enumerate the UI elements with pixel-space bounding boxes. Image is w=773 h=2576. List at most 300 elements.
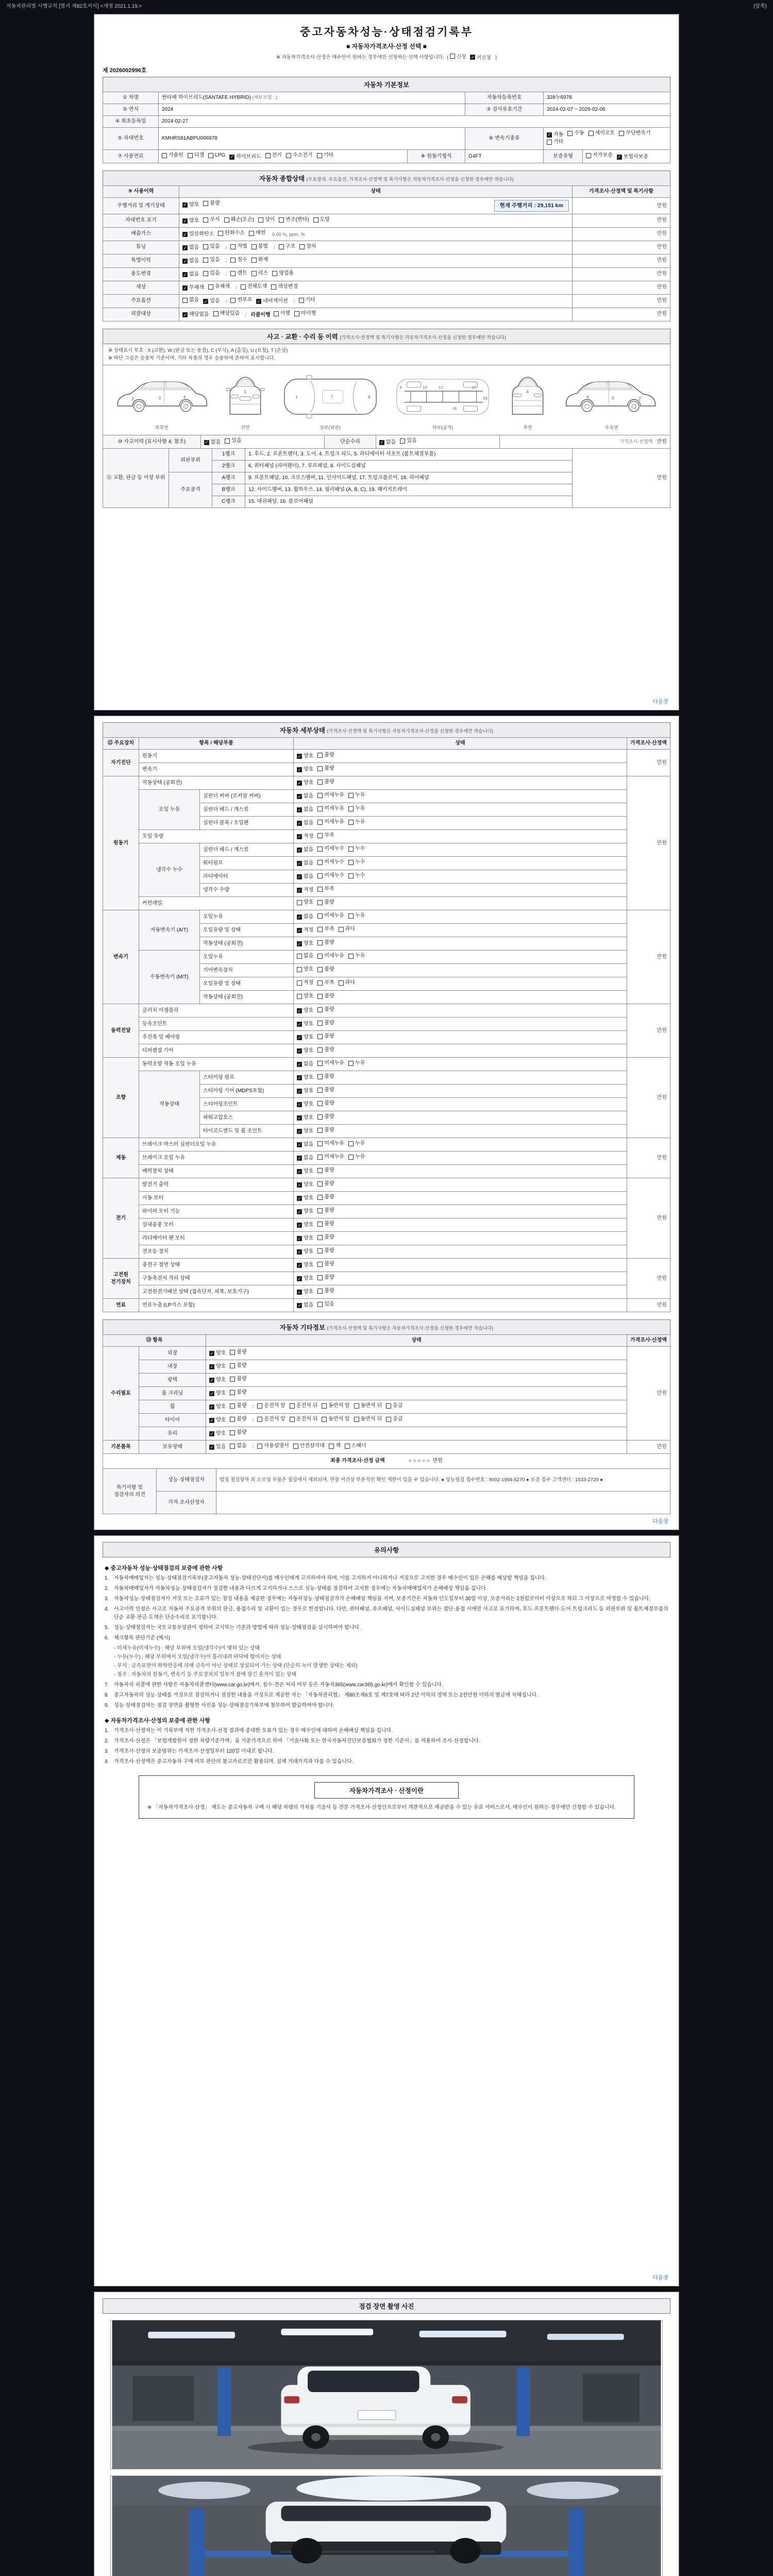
car-diagram-side-right: 2 3 6 우측면: [564, 374, 660, 431]
panel-main-form: [94, 14, 679, 710]
checkbox-box: [317, 1168, 323, 1173]
table-row: 파워고압호스 ✓ 양호 불량: [103, 1111, 670, 1125]
table-row: 용도변경 ✓ 없음 있음 / 렌트 리스 영업용 만원: [103, 267, 670, 281]
table-row: 오일유량 및 상태 ✓ 적정 부족 과다: [103, 924, 670, 937]
checkbox-option: 있음: [203, 270, 220, 277]
checkbox-option: 불량: [230, 1429, 246, 1436]
checkbox-box: ✓: [297, 1048, 301, 1054]
table-row: 리콜대상 ✓ 해당없음 해당있음 / 리콜이행 이행 미이행 만원: [103, 308, 670, 321]
checkbox-option: ✓ 없음: [183, 272, 199, 278]
checkbox-option: ✓ 보험사보증: [617, 154, 648, 160]
checkbox-option: 과다: [339, 926, 355, 933]
checkbox-box: [317, 1222, 323, 1227]
note-item: 7. 자동차의 리콜에 관한 사항은 자동차리콜센터(www.car.go.kr)에서, 침수·전손 처리 여부 등은 자동차365(www.car365.go.kr)에서 확인할 수 있습니다.: [105, 1682, 443, 1688]
checkbox-box: ✓: [205, 439, 209, 445]
checkbox-box: ✓: [183, 231, 187, 237]
svg-text:9: 9: [399, 385, 402, 391]
checkbox-box: [230, 1444, 235, 1449]
checkbox-option: ✓ 양호: [297, 1195, 314, 1201]
checkbox-box: ✓: [210, 1351, 214, 1356]
checkbox-box: [317, 1061, 323, 1066]
note-item: 5. 성능·상태점검자는 국토교통부장관이 정하여 고시하는 기준과 방법에 따라 성능·상태점검을 실시하여야 합니다.: [105, 1625, 361, 1631]
checkbox-box: [589, 131, 594, 136]
table-row: 디퍼렌셜 기어 ✓ 양호 불량: [103, 1044, 670, 1058]
current-mileage-box: 현재 주행거리 : 29,151 km: [494, 200, 569, 212]
checkbox-option: ✓ 양호: [297, 1075, 314, 1081]
checkbox-option: 불량: [317, 966, 334, 973]
accident-history-section: [103, 435, 670, 449]
svg-text:2: 2: [131, 397, 135, 402]
table-row: 변속기 ✓ 양호 불량: [103, 763, 670, 776]
table-row: 배출가스 ✓ 일산화탄소 탄화수소 매연 0.00 %, ppm, % 만원: [103, 227, 670, 241]
table-row: ⑬ 항목 상태 가격조사·산정액: [103, 1335, 670, 1347]
checkbox-option: ✓ 무채색: [183, 285, 204, 291]
checkbox-box: [317, 1074, 323, 1079]
checkbox-option: 이행: [274, 310, 290, 317]
notes-price-items: [103, 1727, 670, 1766]
detail-state-section: [103, 737, 670, 1312]
checkbox-option: ✓ 양호: [297, 1168, 314, 1175]
checkbox-option: 불량: [317, 1006, 334, 1013]
checkbox-option: ✓ 양호: [297, 1101, 314, 1108]
checkbox-box: [230, 1403, 235, 1409]
checkbox-box: ✓: [297, 1276, 301, 1281]
checkbox-option: ✓ 양호: [183, 201, 199, 208]
checkbox-box: ✓: [297, 1142, 301, 1147]
checkbox-option: ✓ 미신청: [470, 55, 491, 61]
final-price-table: [103, 1453, 670, 1469]
checkbox-option: 운전석 앞: [257, 1402, 285, 1410]
checkbox-option: ✓ 없음: [297, 807, 314, 813]
table-row: 고전원 전기장치 충전구 절연 상태 ✓ 양호 불량 만원: [103, 1259, 670, 1272]
checkbox-box: ✓: [297, 1249, 301, 1255]
section-photos-title: 점검 장면 촬영 사진: [103, 2298, 670, 2314]
table-row: 라디에이터 팬 모터 ✓ 양호 불량: [103, 1232, 670, 1245]
car-diagram-underbody-frame: 9 10 12 16 17 18 하부(골격): [394, 374, 492, 431]
checkbox-option: 있음: [225, 437, 241, 445]
table-row: 2랭크 6. 쿼터패널 (리어펜더), 7. 루프패널, 8. 사이드실패널: [103, 461, 670, 472]
checkbox-box: [547, 140, 552, 145]
checkbox-box: [317, 820, 323, 825]
checkbox-box: [188, 153, 193, 158]
checkbox-option: 적정: [297, 979, 313, 987]
checkbox-option: 디젤: [188, 152, 204, 159]
checkbox-box: [293, 1444, 298, 1449]
checkbox-option: 누유: [348, 953, 365, 960]
checkbox-box: [230, 298, 236, 303]
table-row: ⑦ 사용연료 가솔린 디젤 LPG ✓ 하이브리드 전기 수소전기 기타 ⑧ 원동기형식 G4FT 보증유형 자가보증 ✓ 보험사보증: [103, 150, 670, 163]
checkbox-option: ✓ 없음: [205, 439, 221, 445]
checkbox-box: [348, 860, 354, 865]
checkbox-box: [299, 298, 304, 303]
checkbox-option: 해당있음: [213, 310, 240, 317]
checkbox-option: 미세누유: [317, 819, 344, 826]
checkbox-option: 불량: [317, 1194, 334, 1201]
checkbox-box: [348, 846, 354, 852]
checkbox-box: [322, 1403, 327, 1409]
checkbox-option: 불량: [317, 1247, 334, 1255]
checkbox-option: ✓ 양호: [297, 1222, 314, 1228]
checkbox-box: ✓: [210, 1391, 214, 1396]
checkbox-box: [290, 1403, 295, 1409]
checkbox-option: 미세누유: [317, 792, 344, 799]
checkbox-option: 응급: [386, 1416, 402, 1423]
table-row: 추진축 및 베어링 ✓ 양호 불량: [103, 1031, 670, 1044]
table-row: ⑩ 사고이력 (표시사항 4. 참조) ✓ 없음 있음 단순수리 ✓ 없음 있음 가격조사·산정액 만원: [103, 435, 670, 449]
table-row: 가격·조사산정자: [103, 1492, 670, 1514]
checkbox-option: 동반석 뒤: [354, 1402, 382, 1410]
checkbox-box: [354, 1417, 359, 1422]
table-row: 구동축전지 격리 상태 ✓ 양호 불량: [103, 1272, 670, 1285]
table-row: 시동 모터 ✓ 양호 불량: [103, 1192, 670, 1205]
checkbox-option: 동반석 뒤: [354, 1416, 382, 1423]
section-overall-title: 자동차 종합상태 (주요장치, 주요옵션, 가격조사·산정액 및 특기사항은 자동차가격조사·산정을 신청한 경우에만 적습니다): [103, 171, 670, 186]
table-row: 실내송풍 모터 ✓ 양호 불량: [103, 1218, 670, 1232]
checkbox-box: ✓: [297, 767, 301, 772]
checkbox-option: 누수: [348, 872, 365, 879]
next-page-link[interactable]: 다음장: [652, 699, 668, 705]
checkbox-box: ✓: [297, 1169, 301, 1174]
checkbox-box: [230, 1350, 235, 1355]
table-row: C랭크 15. 대쉬패널, 16. 플로어패널: [103, 496, 670, 508]
checkbox-box: [317, 1021, 323, 1026]
checkbox-option: 침수: [230, 257, 247, 264]
checkbox-option: ✓ 양호: [210, 1391, 226, 1397]
checkbox-box: [348, 1141, 354, 1146]
car-diagram-top-body: 1 7 4 상부(외판): [281, 374, 379, 431]
checkbox-box: ✓: [297, 781, 301, 786]
car-diagram-side-left: 2 3 6 좌측면: [113, 374, 209, 431]
checkbox-box: [230, 1390, 235, 1395]
checkbox-option: ✓ 없음: [297, 793, 314, 800]
table-row: 특기사항 및 점검자의 의견 성능·상태점검자 법정 점검항목 외 소모성 부품은 점검에서 제외되며, 현장 여건상 부분적인 확인 제한이 있을 수 있습니다. ● 성능점검 접수번호 : 9002-1994-5270 ● 보증 접수 고객센터 : 1533-2729 ●: [103, 1469, 670, 1492]
table-row: 수리필요 외장 ✓ 양호 불량 만원: [103, 1347, 670, 1360]
checkbox-box: [317, 1262, 323, 1267]
table-row: 기어변속장치 양호 불량: [103, 964, 670, 977]
checkbox-box: [317, 900, 323, 905]
checkbox-option: 양호: [297, 993, 313, 1000]
checkbox-option: 누수: [348, 845, 365, 853]
checkbox-option: ✓ 양호: [297, 1035, 314, 1041]
etc-info-table: [103, 1334, 670, 1454]
checkbox-option: ✓ 양호: [297, 1021, 314, 1027]
checkbox-box: [348, 793, 354, 798]
checkbox-option: 수동: [567, 130, 584, 137]
checkbox-box: [230, 1430, 235, 1435]
svg-text:3: 3: [158, 396, 161, 401]
table-row: 스티어링 기어 (MDPS포함) ✓ 양호 불량: [103, 1084, 670, 1098]
checkbox-option: 운전석 뒤: [290, 1402, 317, 1410]
checkbox-box: [317, 1208, 323, 1213]
checkbox-option: 훼손(오손): [224, 216, 254, 224]
checkbox-option: 미이행: [294, 310, 316, 317]
checkbox-box: [230, 1363, 235, 1368]
checkbox-option: 부족: [317, 832, 334, 839]
checkbox-option: 불량: [317, 1020, 334, 1027]
table-row: 주요골격 A랭크 9. 프론트패널, 10. 크로스멤버, 11. 인사이드패널, 17. 트렁크플로어, 18. 리어패널: [103, 472, 670, 484]
final-price-value: ○ ○ ○ ○ ○: [408, 1458, 430, 1464]
checkbox-box: [317, 913, 323, 919]
svg-text:2: 2: [638, 397, 641, 402]
checkbox-box: ✓: [297, 1022, 301, 1027]
checkbox-box: [203, 217, 208, 223]
note-subitem: - 침수 : 자동차의 원동기, 변속기 등 주요장치의 일부가 물에 잠긴 흔적이 있는 상태: [114, 1672, 297, 1677]
checkbox-option: 누수: [348, 859, 365, 866]
checkbox-option: 불량: [317, 1221, 334, 1228]
checkbox-box: ✓: [297, 861, 301, 866]
checkbox-option: 부족: [317, 979, 334, 987]
checkbox-option: 가솔린: [162, 152, 183, 159]
checkbox-option: 무단변속기: [619, 130, 650, 137]
checkbox-box: [230, 1417, 235, 1422]
checkbox-box: [317, 1128, 323, 1133]
checkbox-option: 전기: [265, 152, 282, 159]
checkbox-option: ✓ 적정: [297, 927, 314, 934]
checkbox-box: [348, 913, 354, 919]
checkbox-box: ✓: [210, 1364, 214, 1369]
note-item: 4. 가격조사·산정액은 중고자동차 구매 여부 판단의 참고자료로만 활용되며, 실제 거래가격과 다를 수 있습니다.: [105, 1759, 354, 1765]
table-row: 최종 가격조사·산정 금액 ○ ○ ○ ○ ○ 만원: [103, 1454, 670, 1469]
notes-perf-header: ◆ 중고자동차 성능·상태점검의 보증에 관한 사항: [105, 1565, 223, 1571]
checkbox-box: ✓: [547, 132, 551, 138]
table-row: 등속조인트 ✓ 양호 불량: [103, 1018, 670, 1031]
checkbox-option: 미세누수: [317, 859, 344, 866]
checkbox-option: 불량: [317, 1033, 334, 1040]
detail-state-table: [103, 737, 670, 1312]
checkbox-box: ✓: [257, 298, 261, 304]
checkbox-option: ✓ 양호: [210, 1350, 226, 1357]
table-row: ⑪ 교환, 판금 등 이상 부위 외판부위 1랭크 1. 후드, 2. 프론트펜더, 3. 도어, 4. 트렁크 리드, 5. 라디에이터 서포트 (볼트체결부품) 만원: [103, 449, 670, 461]
checkbox-option: 영업용: [272, 270, 294, 277]
next-page-link[interactable]: 다음장: [652, 1518, 668, 1524]
checkbox-box: [317, 967, 323, 972]
table-row: 작동상태 (공회전) 양호 불량: [103, 991, 670, 1004]
checkbox-option: ✓ 양호: [210, 1377, 226, 1383]
overall-condition-table: [103, 185, 670, 321]
checkbox-box: ✓: [297, 807, 301, 812]
checkbox-option: 불량: [317, 993, 334, 1000]
checkbox-option: ✓ 없음: [183, 258, 199, 264]
checkbox-option: 부식: [203, 216, 220, 224]
table-row: 오일 누유 실린더 커버 (로커암 커버) ✓ 없음 미세누유 누유: [103, 790, 670, 803]
checkbox-option: 색상변경: [271, 283, 298, 291]
checkbox-box: [208, 284, 213, 290]
table-row: 유리 ✓ 양호 불량: [103, 1427, 670, 1440]
checkbox-box: [317, 153, 322, 158]
next-page-link[interactable]: 다음장: [652, 2275, 668, 2281]
checkbox-box: ✓: [297, 834, 301, 839]
checkbox-option: 구조: [279, 243, 295, 250]
final-price-section: [103, 1453, 670, 1469]
checkbox-box: [274, 311, 279, 316]
checkbox-box: ✓: [183, 285, 187, 291]
table-row: 브레이크 오일 누유 ✓ 없음 미세누유 누유: [103, 1151, 670, 1165]
checkbox-box: ✓: [617, 154, 621, 160]
table-row: 와이퍼 모터 기능 ✓ 양호 불량: [103, 1205, 670, 1218]
checkbox-box: ✓: [297, 914, 301, 920]
checkbox-box: [230, 1377, 235, 1382]
checkbox-box: [329, 1444, 334, 1449]
checkbox-box: [317, 793, 323, 798]
checkbox-option: ✓ 하이브리드: [230, 154, 261, 160]
checkbox-option: 없음: [230, 1443, 246, 1450]
section-accident-title: 사고 · 교환 · 수리 등 이력 (가격조사·산정액 및 특기사항은 자동차가격조사·산정을 신청한 경우에만 적습니다): [103, 329, 670, 344]
checkbox-option: 불량: [317, 1087, 334, 1094]
svg-text:10: 10: [423, 385, 428, 391]
checkbox-option: 불량: [317, 778, 334, 786]
table-row: 광택 ✓ 양호 불량: [103, 1374, 670, 1387]
checkbox-option: 불량: [317, 1261, 334, 1268]
checkbox-option: ✓ 양호: [210, 1364, 226, 1370]
checkbox-option: 장치: [299, 243, 316, 250]
checkbox-box: [317, 1114, 323, 1120]
checkbox-box: [339, 980, 344, 986]
checkbox-option: 운전석 뒤: [290, 1416, 317, 1423]
checkbox-box: [257, 1417, 262, 1422]
checkbox-box: [348, 954, 354, 959]
table-row: 변속기 자동변속기 (A/T) 오일누유 ✓ 없음 미세누유 누유 만원: [103, 910, 670, 924]
table-row: 제동 브레이크 마스터 실린더오일 누유 ✓ 없음 미세누유 누유 만원: [103, 1138, 670, 1151]
page-side-indicator: (앞쪽): [753, 4, 767, 9]
checkbox-option: 화재: [251, 257, 268, 264]
checkbox-box: ✓: [210, 1418, 214, 1423]
checkbox-box: ✓: [210, 1404, 214, 1410]
checkbox-box: [313, 217, 318, 223]
checkbox-box: [279, 244, 284, 249]
doc-title: 중고자동차성능·상태점검기록부: [300, 26, 473, 38]
checkbox-box: [213, 311, 219, 316]
checkbox-option: 안전삼각대: [293, 1443, 325, 1450]
checkbox-box: [317, 873, 323, 878]
checkbox-box: ✓: [297, 941, 301, 946]
checkbox-option: ✓ 적정: [297, 887, 314, 893]
table-row: ⑤ 차대번호 KMHRS81ABPU006978 ⑥ 변속기종류 ✓ 자동 수동 세미오토 무단변속기 기타: [103, 128, 670, 150]
table-row: 전기 발전기 출력 ✓ 양호 불량 만원: [103, 1178, 670, 1192]
panel-detail-state: [94, 716, 679, 1530]
checkbox-option: 미세누유: [317, 953, 344, 960]
section-detail-title: 자동차 세부상태 (가격조사·산정액 및 특기사항은 자동차가격조사·산정을 신청한 경우에만 적습니다): [103, 722, 670, 738]
car-diagrams: [103, 365, 670, 435]
checkbox-option: ✓ 없음: [297, 1155, 314, 1161]
checkbox-option: 동반석 앞: [322, 1402, 349, 1410]
topbar: [0, 0, 773, 11]
svg-text:6: 6: [183, 395, 187, 400]
checkbox-box: [317, 1155, 323, 1160]
checkbox-box: ✓: [297, 1209, 301, 1214]
checkbox-box: ✓: [183, 272, 187, 277]
checkbox-box: [567, 131, 573, 136]
checkbox-box: [251, 258, 257, 263]
checkbox-option: 매연: [249, 230, 265, 237]
checkbox-box: [317, 1235, 323, 1240]
final-price-label: 최종 가격조사·산정 금액: [330, 1458, 385, 1464]
checkbox-option: ✓ 양호: [297, 1289, 314, 1295]
panel-notes: [94, 1535, 679, 2286]
table-row: 차대번호 표기 ✓ 양호 부식 훼손(오손) 상이 변조(변타) 도말 만원: [103, 214, 670, 227]
checkbox-box: [317, 860, 323, 865]
panel-photos-sign: [94, 2292, 679, 2576]
checkbox-option: ✓ 없음: [297, 874, 314, 880]
checkbox-box: [317, 846, 323, 852]
table-row: 작동상태 스티어링 펌프 ✓ 양호 불량: [103, 1071, 670, 1084]
checkbox-option: 불량: [203, 200, 220, 207]
car-diagram-front: 1 전면: [224, 374, 266, 431]
checkbox-box: [348, 1061, 354, 1066]
info-box-text: ※ 「자동차가격조사·산정」 제도는 중고자동차 구매 시 해당 차량의 가치를 기술사 등 전문 가격조사·산정인으로부터 객관적으로 제공받을 수 있는 유료 서비스로서, 매수인이 원하는 경우에만 신청할 수 있습니다.: [147, 1805, 616, 1810]
checkbox-box: [297, 954, 302, 959]
checkbox-box: ✓: [210, 1431, 214, 1436]
note-item: 1. 가격조사·산정자는 이 기록부에 적힌 가격조사·산정 결과에 중대한 오류가 있는 경우 매수인에 대하여 손해배상 책임을 집니다.: [105, 1728, 393, 1734]
checkbox-box: ✓: [230, 154, 234, 160]
checkbox-box: [317, 954, 323, 959]
checkbox-box: [400, 438, 405, 444]
checkbox-option: 미세누수: [317, 845, 344, 853]
table-row: 고전원전기배선 상태 (접속단자, 피복, 보호기구) ✓ 양호 불량: [103, 1285, 670, 1299]
checkbox-box: [230, 244, 236, 249]
checkbox-option: 양호: [297, 899, 313, 906]
checkbox-option: ✓ 양호: [297, 1128, 314, 1134]
checkbox-box: [251, 244, 257, 249]
opinion-table: [103, 1468, 670, 1514]
checkbox-option: ✓ 양호: [297, 1088, 314, 1094]
checkbox-box: [257, 1444, 262, 1449]
checkbox-option: 불량: [230, 1362, 246, 1369]
table-row: 배력장치 상태 ✓ 양호 불량: [103, 1165, 670, 1178]
checkbox-box: [619, 131, 624, 136]
note-item: 2. 자동차매매업자가 자동차성능·상태점검자가 점검한 내용과 다르게 고지하거나 스스로 성능·상태를 점검하여 고지한 경우에는 자동차매매업자가 손해배상 책임을 집니다.: [105, 1586, 488, 1591]
checkbox-option: 불량: [230, 1349, 246, 1356]
checkbox-option: 수소전기: [286, 152, 313, 159]
checkbox-box: ✓: [210, 1445, 214, 1450]
checkbox-box: [297, 980, 302, 986]
checkbox-option: ✓ 양호: [297, 1182, 314, 1188]
checkbox-option: ✓ 없음: [297, 860, 314, 867]
checkbox-box: ✓: [297, 874, 301, 879]
checkbox-option: 불량: [317, 765, 334, 772]
table-row: 특별이력 ✓ 없음 있음 / 침수 화재 만원: [103, 254, 670, 267]
checkbox-option: ✓ 양호: [297, 941, 314, 947]
checkbox-option: 불량: [230, 1389, 246, 1396]
checkbox-box: ✓: [297, 888, 301, 893]
checkbox-option: 없음: [297, 953, 313, 960]
legend-line-2: ※ 하단 그림은 승용차 기준이며, 기타 차종의 경우 승용차에 준하여 표시합니다.: [108, 355, 276, 362]
table-row: ⑨ 사용이력 상태 가격조사·산정액 및 특기사항: [103, 186, 670, 198]
checkbox-option: 변조(변타): [279, 216, 309, 224]
checkbox-option: 불량: [230, 1376, 246, 1383]
checkbox-option: 기타: [547, 139, 563, 146]
checkbox-option: 기타: [317, 152, 333, 159]
table-row: 색상 ✓ 무채색 유채색 / 전체도색 색상변경 만원: [103, 281, 670, 294]
table-row: 스티어링조인트 ✓ 양호 불량: [103, 1098, 670, 1111]
checkbox-box: ✓: [183, 245, 187, 250]
checkbox-box: [317, 806, 323, 811]
info-box-title: 자동차가격조사 · 산정이란: [314, 1782, 459, 1799]
note-subitem: - 누유(누수) : 해당 부위에서 오일(냉각수)이 흘러내려 바닥에 떨어지는 상태: [114, 1654, 281, 1660]
checkbox-option: ✓ 있음: [204, 298, 220, 304]
checkbox-option: 과다: [339, 979, 355, 987]
checkbox-option: 누유: [348, 1060, 365, 1067]
checkbox-box: [322, 1417, 327, 1422]
table-row: 자기진단 원동기 ✓ 양호 불량 만원: [103, 750, 670, 763]
notes-items: [103, 1574, 670, 1710]
table-row: 타이어 ✓ 양호 불량 / 운전석 앞 운전석 뒤 동반석 앞 동반석 뒤 응급: [103, 1414, 670, 1427]
table-row: 동력전달 클러치 어셈블리 ✓ 양호 불량 만원: [103, 1004, 670, 1018]
checkbox-box: [317, 1141, 323, 1146]
checkbox-option: 있음: [400, 437, 416, 445]
table-row: 연료 연료누출 (LP가스 포함) ✓ 없음 있음 만원: [103, 1299, 670, 1312]
checkbox-box: [225, 438, 230, 444]
checkbox-option: 적법: [230, 243, 247, 250]
